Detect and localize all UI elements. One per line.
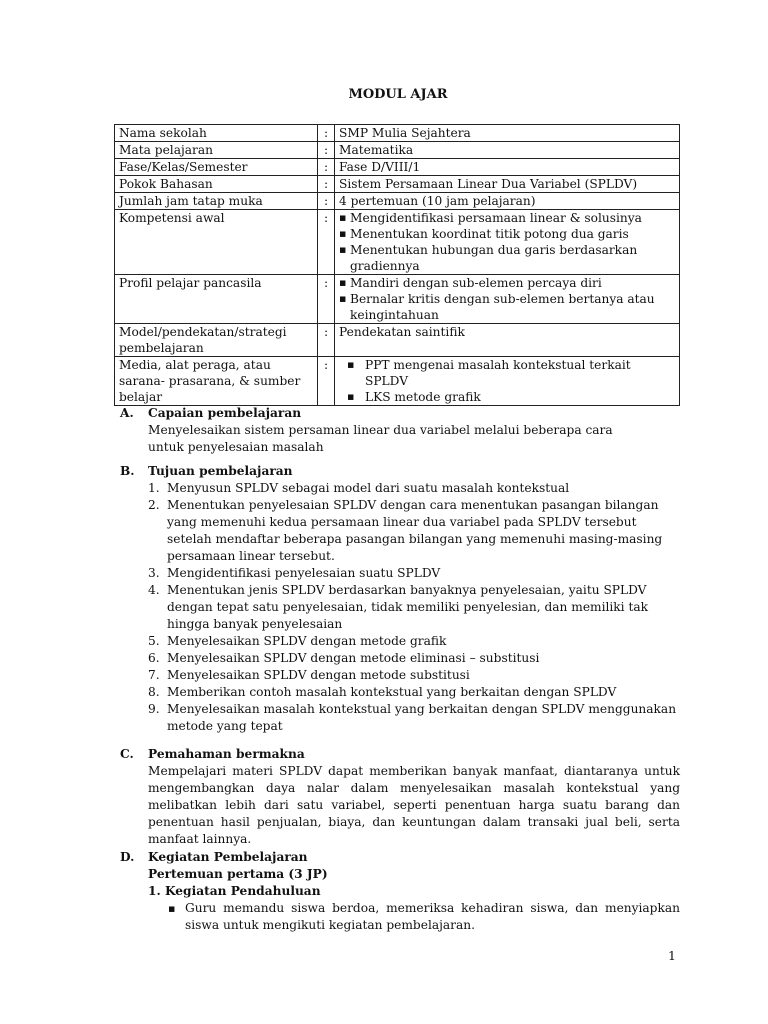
info-bullet-item: ▪ Mandiri dengan sub-elemen percaya diri — [339, 275, 675, 291]
goal-text: Mengidentifikasi penyelesaian suatu SPLDV — [167, 566, 441, 580]
info-row — [115, 324, 680, 357]
goal-item — [148, 701, 680, 735]
info-row — [115, 275, 680, 324]
info-separator: : — [318, 275, 335, 324]
goals-list — [148, 480, 680, 735]
info-label: Profil pelajar pancasila — [115, 275, 318, 324]
goal-number: 4. — [148, 583, 160, 597]
goal-text: Memberikan contoh masalah kontekstual yang berkaitan dengan SPLDV — [167, 685, 617, 699]
section-heading: Tujuan pembelajaran — [148, 464, 293, 478]
info-label: Jumlah jam tatap muka — [115, 193, 318, 210]
goal-text: Menyelesaikan SPLDV dengan metode substitusi — [167, 668, 470, 682]
goal-text: Menentukan jenis SPLDV berdasarkan banyaknya penyelesaian, yaitu SPLDV dengan tepat satu penyelesaian, tidak memiliki penyelesian, dan memiliki tak hingga banyak penyelesaian — [167, 583, 649, 631]
info-value — [335, 357, 680, 406]
section-heading: Capaian pembelajaran — [148, 406, 302, 420]
info-label: Fase/Kelas/Semester — [115, 159, 318, 176]
info-bullet-item: ▪ PPT mengenai masalah kontekstual terkait SPLDV — [339, 357, 675, 389]
info-value: SMP Mulia Sejahtera — [335, 125, 680, 142]
info-separator: : — [318, 159, 335, 176]
info-separator: : — [318, 210, 335, 275]
goal-item — [148, 480, 680, 497]
info-row — [115, 193, 680, 210]
info-value: Pendekatan saintifik — [335, 324, 680, 357]
info-value: Matematika — [335, 142, 680, 159]
goal-text: Menentukan penyelesaian SPLDV dengan cara menentukan pasangan bilangan yang memenuhi kedua persamaan linear dua variabel pada SPLDV tersebut setelah mendaftar beberapa pasangan bilangan yang memenuhi masing-masing persamaan linear tersebut. — [167, 498, 663, 563]
info-separator: : — [318, 142, 335, 159]
goal-text: Menyelesaikan SPLDV dengan metode eliminasi – substitusi — [167, 651, 540, 665]
info-value — [335, 275, 680, 324]
info-table — [114, 124, 680, 406]
section-b — [120, 463, 680, 735]
info-row — [115, 357, 680, 406]
goal-number: 3. — [148, 566, 160, 580]
sub-heading: 1. Kegiatan Pendahuluan — [148, 884, 321, 898]
page-number: 1 — [668, 948, 676, 963]
info-row — [115, 210, 680, 275]
info-label: Pokok Bahasan — [115, 176, 318, 193]
info-row — [115, 159, 680, 176]
goal-text: Menyelesaikan masalah kontekstual yang berkaitan dengan SPLDV menggunakan metode yang tepat — [167, 702, 677, 733]
info-row — [115, 176, 680, 193]
section-heading: Pemahaman bermakna — [148, 747, 305, 761]
goal-number: 1. — [148, 481, 160, 495]
info-bullet-list — [339, 210, 675, 274]
meeting-title: Pertemuan pertama (3 JP) — [148, 867, 328, 881]
document-title: MODUL AJAR — [348, 87, 448, 102]
info-label: Mata pelajaran — [115, 142, 318, 159]
goal-item — [148, 684, 680, 701]
goal-number: 6. — [148, 651, 160, 665]
info-value: Fase D/VIII/1 — [335, 159, 680, 176]
goal-item — [148, 565, 680, 582]
info-bullet-list — [339, 275, 675, 323]
info-separator: : — [318, 357, 335, 406]
info-bullet-item: ▪ Menentukan koordinat titik potong dua garis — [339, 226, 675, 242]
meeting-block — [148, 866, 680, 900]
section-text: Mempelajari materi SPLDV dapat memberikan banyak manfaat, diantaranya untuk mengembangkan daya nalar dalam menyelesaikan masalah kontekstual yang melibatkan lebih dari satu variabel, seperti penentuan harga suatu barang dan penentuan hasil penjualan, biaya, dan keuntungan dalam transaki jual beli, serta manfaat lainnya. — [148, 764, 680, 846]
section-letter: D. — [120, 850, 135, 864]
activity-item: ▪ Guru memandu siswa berdoa, memeriksa kehadiran siswa, dan menyiapkan siswa untuk mengikuti kegiatan pembelajaran. — [155, 900, 680, 934]
section-heading: Kegiatan Pembelajaran — [148, 850, 308, 864]
info-bullet-list — [339, 357, 675, 405]
goal-item — [148, 633, 680, 650]
goal-number: 5. — [148, 634, 160, 648]
info-separator: : — [318, 176, 335, 193]
section-c — [120, 746, 680, 848]
info-bullet-item: ▪ LKS metode grafik — [339, 389, 675, 405]
goal-item — [148, 497, 680, 565]
info-label: Media, alat peraga, atau sarana- prasarana, & sumber belajar — [115, 357, 318, 406]
info-label: Kompetensi awal — [115, 210, 318, 275]
section-letter: B. — [120, 464, 135, 478]
info-bullet-item: ▪ Menentukan hubungan dua garis berdasarkan gradiennya — [339, 242, 675, 274]
info-separator: : — [318, 324, 335, 357]
goal-number: 2. — [148, 498, 160, 512]
info-label: Nama sekolah — [115, 125, 318, 142]
goal-item — [148, 667, 680, 684]
info-value: 4 pertemuan (10 jam pelajaran) — [335, 193, 680, 210]
info-bullet-item: ▪ Bernalar kritis dengan sub-elemen bertanya atau keingintahuan — [339, 291, 675, 323]
info-row — [115, 125, 680, 142]
goal-item — [148, 582, 680, 633]
section-text: Menyelesaikan sistem persaman linear dua variabel melalui beberapa cara untuk penyelesaian masalah — [148, 423, 613, 454]
info-separator: : — [318, 125, 335, 142]
info-separator: : — [318, 193, 335, 210]
info-label: Model/pendekatan/strategi pembelajaran — [115, 324, 318, 357]
section-letter: C. — [120, 747, 134, 761]
info-value — [335, 210, 680, 275]
goal-item — [148, 650, 680, 667]
section-d — [120, 849, 680, 934]
info-row — [115, 142, 680, 159]
goal-number: 7. — [148, 668, 160, 682]
section-letter: A. — [120, 406, 134, 420]
section-a — [120, 405, 680, 456]
goal-text: Menyusun SPLDV sebagai model dari suatu masalah kontekstual — [167, 481, 570, 495]
info-value: Sistem Persamaan Linear Dua Variabel (SPLDV) — [335, 176, 680, 193]
goal-number: 9. — [148, 702, 160, 716]
goal-text: Menyelesaikan SPLDV dengan metode grafik — [167, 634, 447, 648]
info-bullet-item: ▪ Mengidentifikasi persamaan linear & solusinya — [339, 210, 675, 226]
goal-number: 8. — [148, 685, 160, 699]
